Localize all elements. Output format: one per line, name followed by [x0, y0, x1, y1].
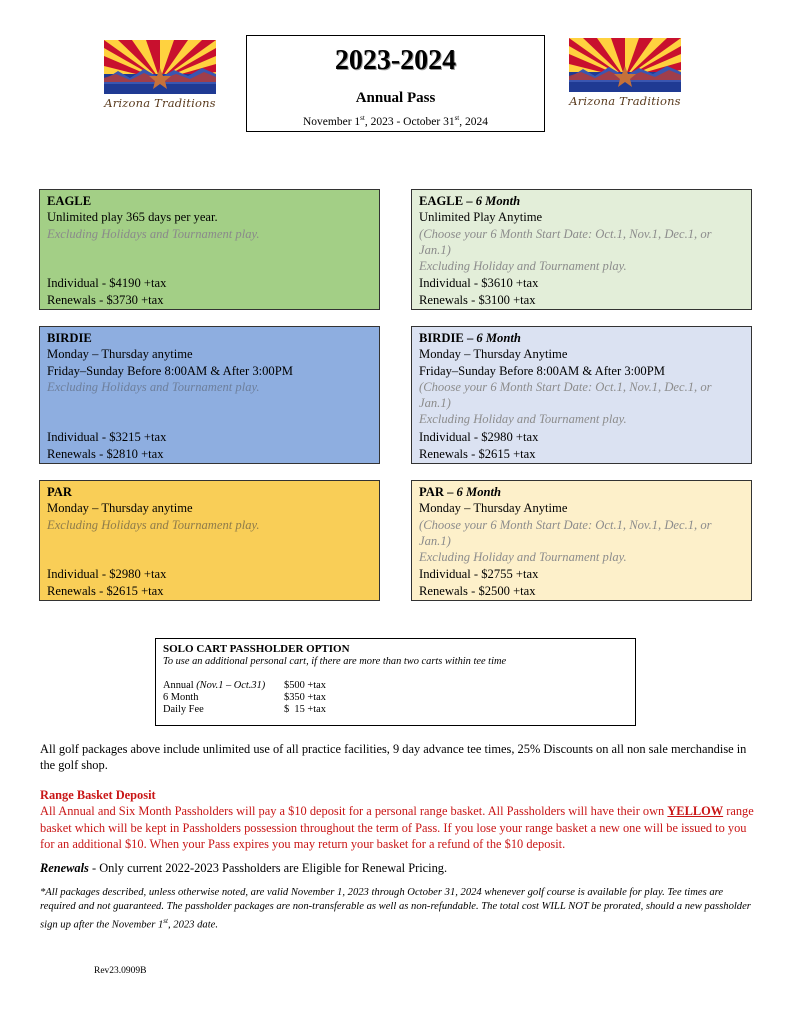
package-start-choice: (Choose your 6 Month Start Date: Oct.1, Nov.1, Dec.1, or Jan.1): [419, 379, 712, 411]
package-name: PAR –: [419, 485, 457, 499]
footnote-part-1: *All packages described, unless otherwise noted, are valid November 1, 2023 through October 31, 2024 whenever golf course is available for play. Tee times are required and not guaranteed. The passholder packages are non-transferable as well as non-refundable. The total cost WILL NOT be prorated, should a new passholder sign up after the November 1: [40, 887, 751, 931]
packages-include-text: All golf packages above include unlimited use of all practice facilities, 9 day advance tee times, 25% Discounts on all non sale merchandise in the golf shop.: [40, 742, 747, 773]
cart-title: SOLO CART PASSHOLDER OPTION: [163, 643, 350, 655]
range-basket-text: [40, 803, 755, 852]
package-exclusion: Excluding Holidays and Tournament play.: [47, 517, 260, 532]
cart-row-label: 6 Month: [163, 692, 199, 703]
package-par: [39, 480, 380, 601]
footnote-part-2: , 2023 date.: [167, 919, 218, 931]
cart-row-price: $500 +tax: [284, 680, 326, 691]
cart-row-label: [163, 680, 284, 692]
package-start-choice: (Choose your 6 Month Start Date: Oct.1, Nov.1, Dec.1, or Jan.1): [419, 517, 712, 548]
range-basket-heading: Range Basket Deposit: [40, 788, 156, 802]
arizona-traditions-logo-right: [569, 38, 681, 114]
renewals-text: - Only current 2022-2023 Passholders are Eligible for Renewal Pricing.: [88, 861, 448, 875]
package-prices: [47, 429, 166, 462]
package-exclusion: Excluding Holidays and Tournament play.: [47, 226, 260, 241]
price-individual: Individual - $2980 +tax: [419, 430, 539, 445]
cart-row-label: Daily Fee: [163, 704, 204, 715]
title-year: 2023-2024: [334, 45, 457, 76]
revision-code: Rev23.0909B: [94, 966, 147, 976]
solo-cart-option-box: [155, 638, 636, 726]
title-box: [246, 35, 545, 132]
package-term: 6 Month: [476, 331, 521, 345]
renewals-label: Renewals: [40, 861, 89, 875]
package-exclusion: Excluding Holidays and Tournament play.: [47, 379, 260, 394]
package-start-choice: (Choose your 6 Month Start Date: Oct.1, Nov.1, Dec.1, or Jan.1): [419, 226, 712, 257]
price-individual: Individual - $2980 +tax: [47, 567, 167, 582]
date-start-sup: st: [360, 114, 365, 122]
cart-row-daily-fee: [163, 704, 628, 716]
package-birdie: [39, 326, 380, 464]
logo-script-text: Arizona Traditions: [104, 96, 216, 110]
date-end: , 2024: [459, 115, 488, 128]
cart-row-price: $ 15 +tax: [284, 704, 326, 715]
package-eagle: [39, 189, 380, 310]
package-exclusion: Excluding Holiday and Tournament play.: [419, 412, 627, 427]
price-renewals: Renewals - $2615 +tax: [47, 583, 164, 598]
package-birdie-6-month: [411, 326, 752, 464]
package-line: Monday – Thursday anytime: [47, 501, 193, 516]
package-line: Monday – Thursday Anytime: [419, 501, 568, 516]
date-mid: , 2023 - October 31: [364, 115, 455, 128]
arizona-flag-icon: [104, 40, 216, 94]
package-name: EAGLE –: [419, 194, 476, 208]
logo-script-text: Arizona Traditions: [569, 94, 681, 108]
cart-subtitle: To use an additional personal cart, if there are more than two carts within tee time: [163, 656, 507, 667]
cart-price-list: [163, 680, 628, 716]
title-date-range: [247, 111, 544, 129]
package-line: Monday – Thursday Anytime: [419, 347, 568, 362]
package-name: BIRDIE –: [419, 331, 477, 345]
package-prices: [419, 429, 538, 462]
price-individual: Individual - $3215 +tax: [47, 430, 167, 445]
package-term: 6 Month: [475, 194, 521, 208]
package-line: Unlimited play 365 days per year.: [47, 210, 218, 225]
renewals-note: [40, 860, 755, 876]
package-prices: [47, 275, 166, 308]
package-eagle-6-month: [411, 189, 752, 310]
title-pass-name: Annual Pass: [355, 90, 436, 106]
package-term: 6 Month: [456, 485, 501, 499]
range-text-part-2: range basket which will be kept in Passholders possession throughout the term of Pass. If you lose your range basket a new one will be issued to you for an additional $10. When your Pass expires you may return your basket for a refund of the $10 deposit.: [40, 804, 754, 851]
price-renewals: Renewals - $3100 +tax: [419, 292, 536, 307]
package-line: Monday – Thursday anytime: [47, 347, 193, 362]
package-title: [419, 330, 745, 346]
price-renewals: Renewals - $3730 +tax: [47, 292, 164, 307]
price-renewals: Renewals - $2810 +tax: [47, 446, 164, 461]
package-par-6-month: [411, 480, 752, 601]
package-exclusion: Excluding Holiday and Tournament play.: [419, 550, 627, 565]
package-line: Friday–Sunday Before 8:00AM & After 3:00PM: [419, 363, 665, 378]
arizona-traditions-logo-left: [104, 40, 216, 116]
date-start: November 1: [302, 115, 361, 128]
arizona-flag-icon: [569, 38, 681, 92]
range-text-part-1: All Annual and Six Month Passholders will pay a $10 deposit for a personal range basket. All Passholders will have their own: [40, 804, 668, 819]
cart-row-annual: [163, 680, 628, 692]
package-exclusion: Excluding Holiday and Tournament play.: [419, 259, 627, 274]
range-basket-section: [40, 787, 755, 852]
price-individual: Individual - $2755 +tax: [419, 567, 539, 582]
cart-label-dates: (Nov.1 – Oct.31): [196, 680, 266, 691]
price-renewals: Renewals - $2500 +tax: [419, 583, 536, 598]
cart-label-text: Annual: [163, 680, 197, 691]
cart-row-price: $350 +tax: [284, 692, 326, 703]
package-prices: [419, 275, 538, 308]
package-title: [419, 193, 745, 209]
price-renewals: Renewals - $2615 +tax: [419, 446, 536, 461]
package-title: BIRDIE: [47, 331, 92, 345]
price-individual: Individual - $3610 +tax: [419, 276, 539, 291]
cart-row-6-month: [163, 692, 628, 704]
date-end-sup: st: [454, 114, 460, 122]
package-line: Friday–Sunday Before 8:00AM & After 3:00PM: [47, 363, 293, 378]
package-line: Unlimited Play Anytime: [419, 210, 543, 225]
package-prices: [419, 566, 538, 599]
range-yellow-emphasis: YELLOW: [667, 804, 724, 819]
package-prices: [47, 566, 166, 599]
package-title: EAGLE: [47, 194, 92, 208]
footnote-sup: st: [163, 917, 168, 925]
price-individual: Individual - $4190 +tax: [47, 276, 167, 291]
package-title: PAR: [47, 485, 72, 499]
package-title: [419, 484, 745, 500]
terms-footnote: [40, 886, 760, 933]
